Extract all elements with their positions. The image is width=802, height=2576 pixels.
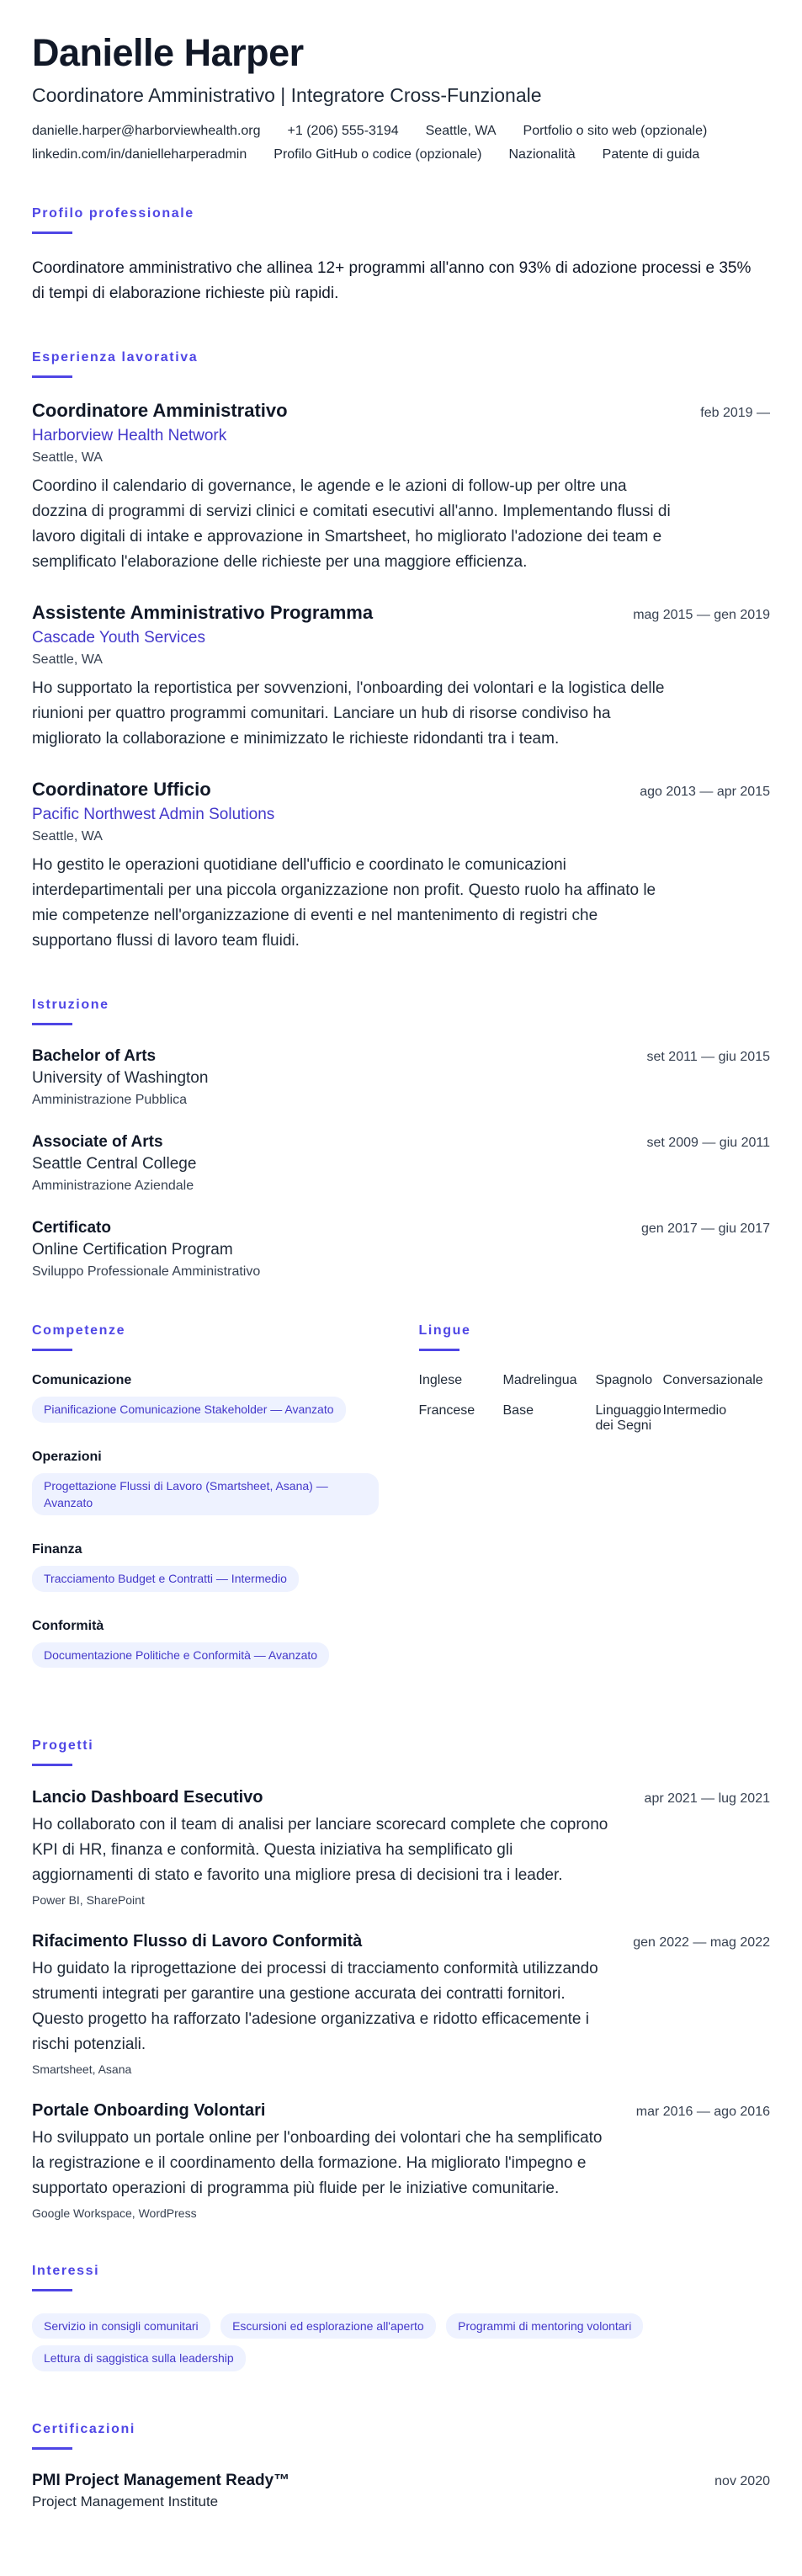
field-of-study: Amministrazione Aziendale (32, 1179, 194, 1194)
project-tools: Power BI, SharePoint (32, 1892, 145, 1907)
section-title: Progetti (32, 1738, 94, 1753)
project-description: Ho guidato la riprogettazione dei processi di tracciamento conformità utilizzando strumenti integrati per garantire una gestione accurata dei contratti fornitori. Questo progetto ha rafforzato l'adesione organizzativa e ridotto efficacemente i rischi potenziali. (32, 1959, 598, 2054)
skill-tag: Pianificazione Comunicazione Stakeholder — Avanzato (32, 1397, 346, 1422)
language-name: Spagnolo (595, 1373, 653, 1388)
contact-github[interactable]: Profilo GitHub o codice (opzionale) (274, 146, 482, 162)
degree-name: Associate of Arts (32, 1133, 163, 1152)
job-description: Ho gestito le operazioni quotidiane dell'ufficio e coordinato le comunicazioni interdepartimentali per una piccola organizzazione non profit. Questo ruolo ha affinato le mie competenze nell'organizzazione di eventi e nel mantenimento di registri che supportano flussi di lavoro team fluidi. (32, 856, 656, 950)
job-location: Seattle, WA (32, 652, 103, 668)
certification-issuer: Project Management Institute (32, 2493, 219, 2509)
language-name: Inglese (418, 1373, 463, 1388)
degree-name: Certificato (32, 1219, 111, 1237)
skill-category: Comunicazione (32, 1373, 132, 1388)
project-item (32, 1932, 770, 2076)
education-item (32, 1133, 770, 1194)
skill-category: Operazioni (32, 1449, 102, 1464)
company-name: Cascade Youth Services (32, 629, 205, 647)
interest-tag: Programmi di mentoring volontari (446, 2313, 643, 2339)
skills-section (32, 1323, 385, 1694)
contact-email[interactable]: danielle.harper@harborviewhealth.org (32, 123, 261, 138)
education-dates: set 2011 — giu 2015 (646, 1050, 770, 1065)
job-title: Assistente Amministrativo Programma (32, 602, 374, 624)
contact-license: Patente di guida (602, 146, 700, 162)
section-divider (419, 1349, 459, 1351)
language-level: Intermedio (662, 1403, 727, 1418)
contact-linkedin[interactable]: linkedin.com/in/danielleharperadmin (32, 146, 247, 162)
section-divider (32, 2447, 72, 2450)
project-name: Rifacimento Flusso di Lavoro Conformità (32, 1931, 363, 1951)
section-divider (32, 2289, 72, 2291)
school-name: Online Certification Program (32, 1241, 233, 1259)
projects-section (32, 1738, 770, 2220)
company-name: Pacific Northwest Admin Solutions (32, 806, 275, 824)
job-title: Coordinatore Ufficio (32, 779, 211, 801)
language-level: Madrelingua (502, 1373, 577, 1388)
language-name: Francese (418, 1403, 475, 1418)
skill-tag: Documentazione Politiche e Conformità — Avanzato (32, 1642, 329, 1668)
job-dates: ago 2013 — apr 2015 (640, 785, 770, 800)
project-dates: apr 2021 — lug 2021 (644, 1791, 770, 1806)
skills-languages-row (32, 1323, 770, 1694)
field-of-study: Sviluppo Professionale Amministrativo (32, 1264, 261, 1280)
language-row (419, 1373, 771, 1403)
skill-tag: Progettazione Flussi di Lavoro (Smartsheet, Asana) — Avanzato (32, 1473, 379, 1516)
section-title: Competenze (32, 1323, 126, 1339)
interests-list (32, 2313, 756, 2378)
skill-group (32, 1542, 385, 1598)
project-item (32, 1788, 770, 1907)
contact-phone[interactable]: +1 (206) 555-3194 (287, 123, 399, 138)
section-title: Esperienza lavorativa (32, 350, 199, 365)
section-title: Certificazioni (32, 2421, 135, 2436)
job-dates: mag 2015 — gen 2019 (633, 608, 770, 623)
job-description: Ho supportato la reportistica per sovvenzioni, l'onboarding dei volontari e la logistica delle riunioni per quattro programmi comunitari. Lanciare un hub di risorse condiviso ha migliorato la collaborazione e minimizzato le richieste ridondanti tra i team. (32, 679, 665, 748)
school-name: Seattle Central College (32, 1155, 197, 1174)
project-description: Ho collaborato con il team di analisi per lanciare scorecard complete che coprono KPI di HR, finanza e conformità. Questa iniziativa ha semplificato gli aggiornamenti di stato e favorito una migliore presa di decisioni tra i leader. (32, 1815, 608, 1884)
job-location: Seattle, WA (32, 450, 103, 466)
certifications-section (32, 2422, 770, 2510)
education-item (32, 1219, 770, 1280)
language-level: Conversazionale (662, 1373, 763, 1388)
experience-item (32, 400, 770, 575)
project-description: Ho sviluppato un portale online per l'onboarding dei volontari che ha semplificato la registrazione e il coordinamento della formazione. Ha migliorato l'impegno e supportato operazioni di programma più fluide per le iniziative comunitarie. (32, 2129, 603, 2198)
contact-info (32, 124, 770, 162)
education-dates: gen 2017 — giu 2017 (640, 1221, 770, 1237)
experience-item (32, 602, 770, 752)
project-dates: gen 2022 — mag 2022 (633, 1935, 770, 1950)
section-divider (32, 232, 72, 234)
profile-section (32, 206, 770, 307)
languages-section (419, 1323, 771, 1694)
job-description: Coordino il calendario di governance, le agende e le azioni di follow-up per oltre una dozzina di programmi di servizi clinici e comitati esecutivi all'anno. Implementando flussi di lavoro digitali di intake e approvazione in Smartsheet, ho migliorato l'adozione dei team e semplificato l'elaborazione delle richieste per una maggiore efficienza. (32, 477, 671, 572)
education-item (32, 1047, 770, 1108)
contact-portfolio[interactable]: Portfolio o sito web (opzionale) (523, 123, 708, 138)
company-name: Harborview Health Network (32, 427, 227, 445)
certification-name: PMI Project Management Ready™ (32, 2471, 290, 2489)
project-tools: Smartsheet, Asana (32, 2062, 132, 2077)
field-of-study: Amministrazione Pubblica (32, 1093, 188, 1108)
profile-summary: Coordinatore amministrativo che allinea 12+ programmi all'anno con 93% di adozione processi e 35% di tempi di elaborazione richieste più rapidi. (32, 258, 752, 302)
project-name: Lancio Dashboard Esecutivo (32, 1787, 263, 1807)
languages-table (419, 1373, 771, 1449)
language-row (419, 1403, 771, 1449)
language-level: Base (502, 1403, 534, 1418)
section-title: Lingue (418, 1323, 471, 1339)
interests-section (32, 2264, 770, 2378)
certification-item (32, 2472, 770, 2510)
section-title: Istruzione (32, 998, 109, 1013)
candidate-headline: Coordinatore Amministrativo | Integratore Cross-Funzionale (32, 83, 542, 106)
project-tools: Google Workspace, WordPress (32, 2206, 197, 2221)
skill-category: Finanza (32, 1542, 82, 1557)
section-divider (32, 1764, 72, 1766)
language-name: Linguaggio dei Segni (595, 1403, 661, 1434)
education-section (32, 998, 770, 1280)
section-title: Interessi (32, 2264, 100, 2279)
job-location: Seattle, WA (32, 829, 103, 844)
interest-tag: Lettura di saggistica sulla leadership (32, 2345, 246, 2371)
project-item (32, 2101, 770, 2220)
education-dates: set 2009 — giu 2011 (646, 1136, 770, 1151)
candidate-name: Danielle Harper (32, 31, 304, 74)
skill-group (32, 1619, 385, 1674)
section-divider (32, 1349, 72, 1351)
resume-header (32, 32, 770, 162)
skill-category: Conformità (32, 1618, 104, 1633)
contact-location: Seattle, WA (425, 123, 497, 138)
certification-date: nov 2020 (714, 2473, 770, 2488)
interest-tag: Servizio in consigli comunitari (32, 2313, 210, 2339)
section-title: Profilo professionale (32, 205, 194, 221)
section-divider (32, 1023, 72, 1025)
contact-nationality: Nazionalità (508, 146, 576, 162)
job-dates: feb 2019 — (700, 406, 770, 421)
job-title: Coordinatore Amministrativo (32, 400, 288, 422)
skill-tag: Tracciamento Budget e Contratti — Intermedio (32, 1566, 299, 1591)
interest-tag: Escursioni ed esplorazione all'aperto (220, 2313, 436, 2339)
section-divider (32, 375, 72, 378)
project-dates: mar 2016 — ago 2016 (635, 2105, 770, 2120)
skill-group (32, 1450, 385, 1523)
experience-section (32, 350, 770, 954)
skill-group (32, 1373, 385, 1429)
experience-item (32, 779, 770, 954)
degree-name: Bachelor of Arts (32, 1047, 157, 1066)
project-name: Portale Onboarding Volontari (32, 2101, 266, 2121)
school-name: University of Washington (32, 1069, 209, 1088)
